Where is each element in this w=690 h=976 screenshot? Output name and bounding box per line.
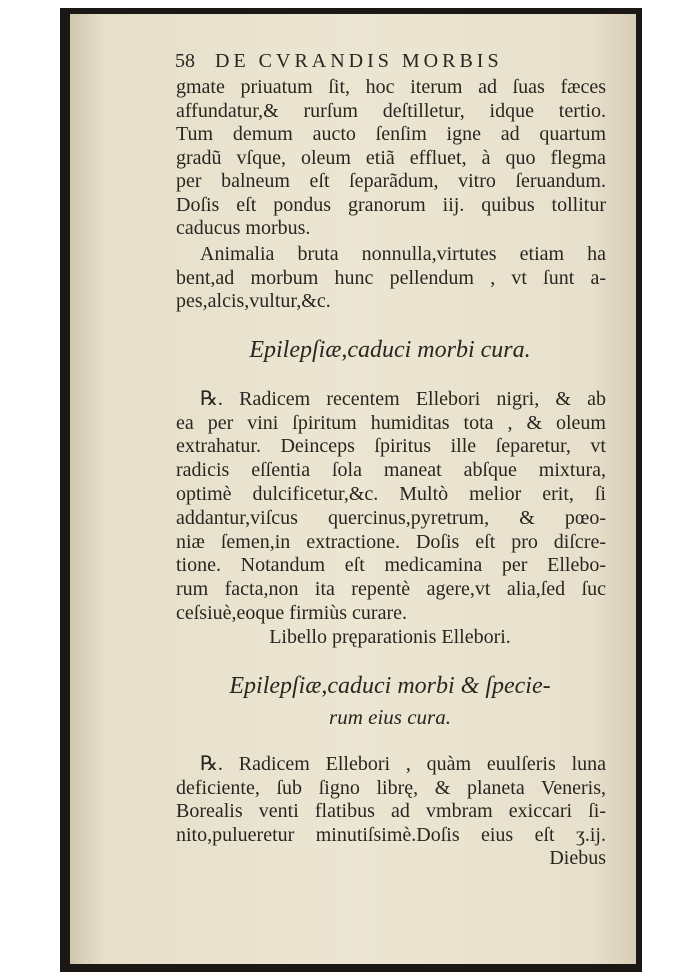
section-heading: Epilepſiæ,caduci morbi cura. (249, 337, 531, 363)
text-line: tione. Notandum eſt medicamina per Ellebo- (176, 554, 606, 576)
text-line: optimè dulcificetur,&c. Multò melior erit, ſi (176, 483, 606, 505)
text-line: pes,alcis,vultur,&c. (176, 290, 331, 312)
text-line: extrahatur. Deinceps ſpiritus ille ſeparetur, vt (176, 435, 606, 457)
text-line: ea per vini ſpiritum humiditas tota , & oleum (176, 412, 606, 434)
text-line: rum facta,non ita repentè agere,vt alia,ſed ſuc (176, 578, 606, 600)
text-line: bent,ad morbum hunc pellendum , vt ſunt a- (176, 267, 606, 289)
text-line: gradũ vſque, oleum etiã effluet, à quo flegma (176, 147, 606, 169)
text-line: Doſis eſt pondus granorum iij. quibus tollitur (176, 194, 606, 216)
catchword: Diebus (549, 847, 606, 869)
text-line: gmate priuatum ſit, hoc iterum ad ſuas fæces (176, 76, 606, 98)
text-line: niæ ſemen,in extractione. Doſis eſt pro diſcre- (176, 531, 606, 553)
text-line: affundatur,& rurſum deſtilletur, idque tertio. (176, 100, 606, 122)
reference-line: Libello pręparationis Ellebori. (269, 626, 511, 648)
text-line: ceſsiuè,eoque firmiùs curare. (176, 602, 408, 624)
section-heading-cont: rum eius cura. (329, 705, 451, 729)
text-line: ℞. Radicem Ellebori , quàm euulſeris luna (200, 753, 606, 775)
text-line: caducus morbus. (176, 217, 311, 239)
text-line: radicis eſſentia ſola maneat abſque mixtura, (176, 459, 606, 481)
section-heading: Epilepſiæ,caduci morbi & ſpecie- (229, 673, 551, 699)
text-line: per balneum eſt ſeparãdum, vitro ſeruandum. (176, 170, 606, 192)
running-title: DE CVRANDIS MORBIS (215, 50, 503, 72)
text-line: Animalia bruta nonnulla,virtutes etiam ha (200, 243, 606, 265)
text-line: addantur,viſcus quercinus,pyretrum, & pœo- (176, 507, 606, 529)
text-line: nito,pulueretur minutiſsimè.Doſis eius eſt ʒ.ij. (176, 824, 606, 846)
text-line: Borealis venti flatibus ad vmbram exiccari ſi- (176, 800, 606, 822)
page-number: 58 (175, 50, 195, 72)
text-line: Tum demum aucto ſenſim igne ad quartum (176, 123, 606, 145)
text-line: ℞. Radicem recentem Ellebori nigri, & ab (200, 388, 606, 410)
text-line: deficiente, ſub ſigno librę, & planeta Veneris, (176, 777, 606, 799)
